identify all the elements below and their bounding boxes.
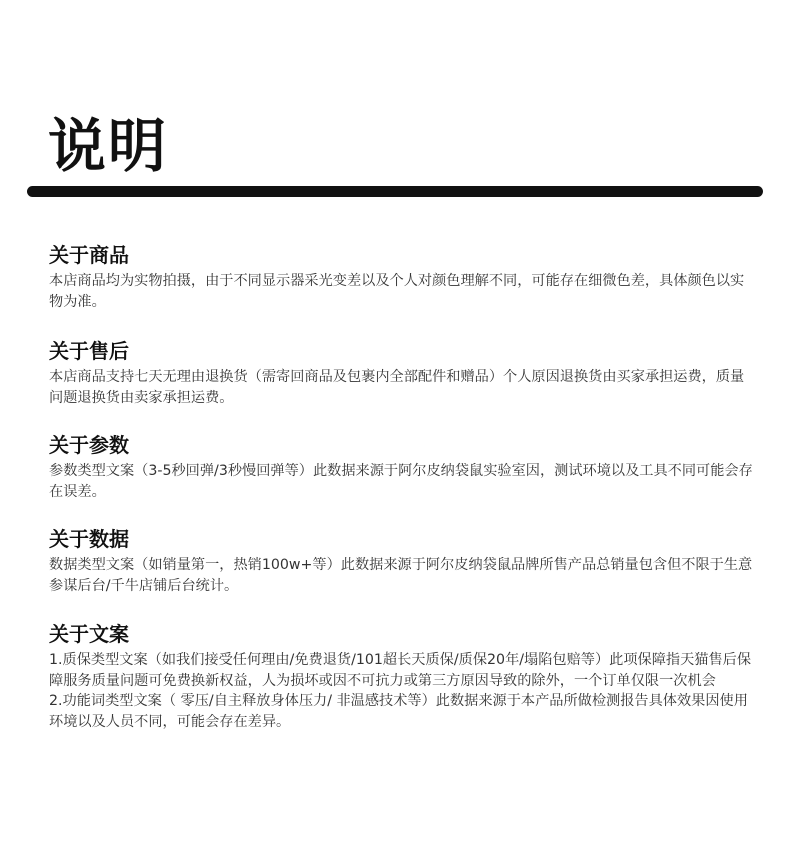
section-body: 参数类型文案（3-5秒回弹/3秒慢回弹等）此数据来源于阿尔皮纳袋鼠实验室因，测试环境以及工具不同可能会存在误差。: [49, 463, 753, 500]
page-title: 说明: [48, 112, 169, 180]
section-body: 数据类型文案（如销量第一，热销100w+等）此数据来源于阿尔皮纳袋鼠品牌所售产品总销量包含但不限于生意参谋后台/千牛店铺后台统计。: [49, 557, 753, 594]
title-divider: [27, 186, 763, 197]
copywriting-item-2: 2.功能词类型文案（ 零压/自主释放身体压力/ 非温感技术等）此数据来源于本产品所做检测报告具体效果因使用环境以及人员不同，可能会存在差异。: [49, 693, 748, 730]
section-heading: 关于商品: [49, 243, 129, 267]
section-about-products: [49, 240, 753, 312]
section-body: 本店商品支持七天无理由退换货（需寄回商品及包裹内全部配件和赠品）个人原因退换货由买家承担运费，质量问题退换货由卖家承担运费。: [49, 369, 745, 406]
section-heading: 关于参数: [49, 433, 129, 457]
section-heading: 关于文案: [49, 622, 129, 646]
section-heading: 关于数据: [49, 527, 129, 551]
section-about-parameters: [49, 430, 753, 502]
section-body: [49, 650, 753, 732]
section-body: 本店商品均为实物拍摄，由于不同显示器采光变差以及个人对颜色理解不同，可能存在细微色差，具体颜色以实物为准。: [49, 273, 745, 310]
section-about-copywriting: [49, 619, 753, 732]
section-heading: 关于售后: [49, 339, 129, 363]
copywriting-item-1: 1.质保类型文案（如我们接受任何理由/免费退货/101超长天质保/质保20年/塌陷包赔等）此项保障指天猫售后保障服务质量问题可免费换新权益，人为损坏或因不可抗力或第三方原因导致的除外，一个订单仅限一次机会: [49, 652, 752, 689]
section-about-data: [49, 524, 753, 596]
section-about-after-sales: [49, 336, 753, 408]
